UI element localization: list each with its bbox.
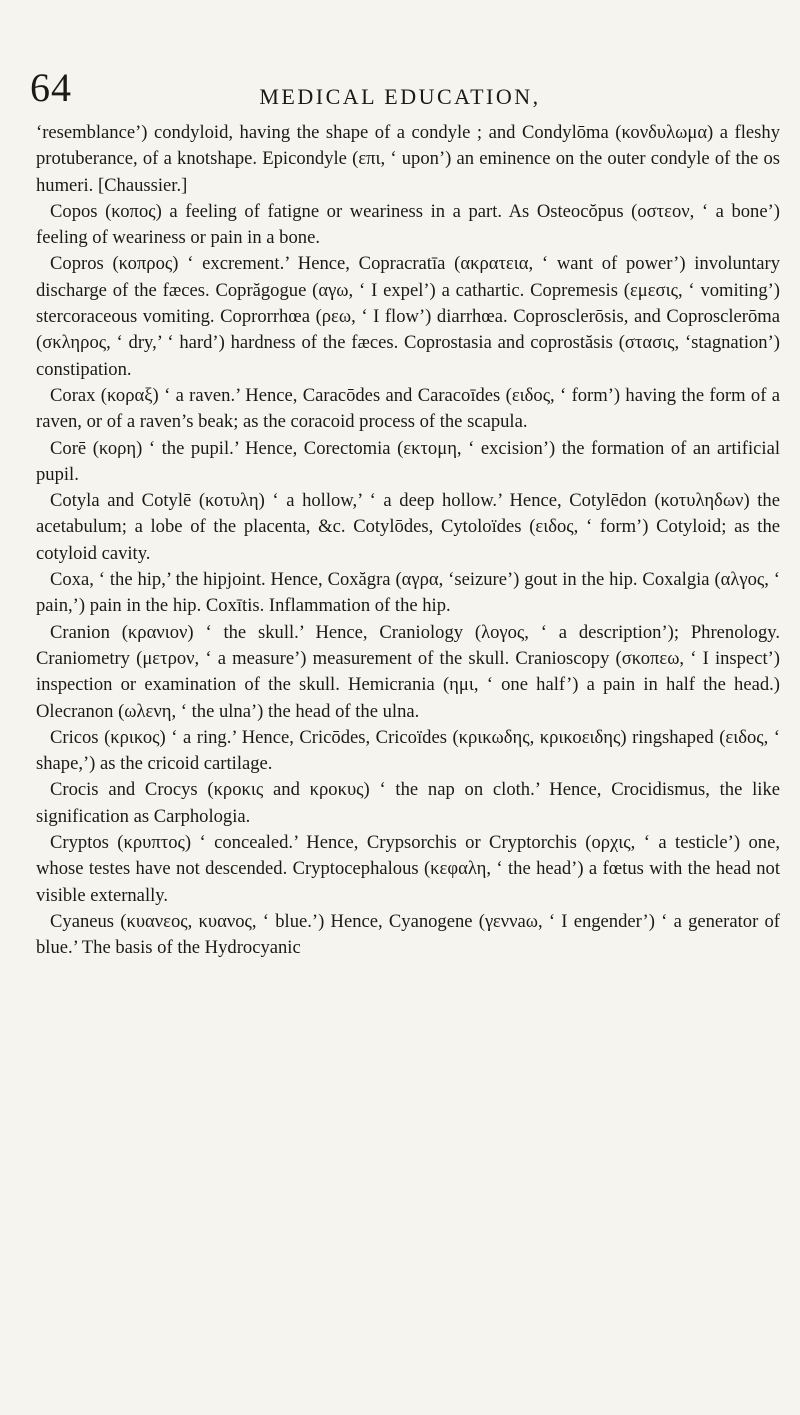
entry-copos: Copos (κοπος) a feeling of fatigne or weariness in a part. As Osteocŏpus (οστεον, ‘ a bone’) feeling of weariness or pain in a bone. <box>36 200 780 249</box>
entry-condylus-continued: ‘resemblance’) condyloid, having the shape of a condyle ; and Condylōma (κονδυλωμα) a fleshy protuberance, of a knotshape. Epicondyle (επι, ‘ upon’) an eminence on the outer condyle of the os humeri. [Chaussier.] <box>36 122 780 196</box>
entry-cricos: Cricos (κρικος) ‘ a ring.’ Hence, Cricōdes, Cricoïdes (κρικωδης, κρικοειδης) ringshaped (ειδος, ‘ shape,’) as the cricoid cartilage. <box>36 726 780 775</box>
entry-crocis: Crocis and Crocys (κροκις and κροκυς) ‘ the nap on cloth.’ Hence, Crocidismus, the like signification as Carphologia. <box>36 779 780 827</box>
entry-cranion: Cranion (κρανιον) ‘ the skull.’ Hence, Craniology (λογος, ‘ a description’); Phrenology. Craniometry (μετρον, ‘ a measure’) measurement of the skull. Cranioscopy (σκοπεω, ‘ I inspect’) inspection or examination of the skull. Hemicrania (ημι, ‘ one half’) a pain in half the head.) Olecranon (ωλενη, ‘ the ulna’) the head of the ulna. <box>36 621 780 722</box>
running-header: MEDICAL EDUCATION, <box>259 84 541 109</box>
entry-cotyla: Cotyla and Cotylē (κοτυλη) ‘ a hollow,’ ‘ a deep hollow.’ Hence, Cotylēdon (κοτυληδων) the acetabulum; a lobe of the placenta, &c. Cotylōdes, Cytoloïdes (ειδος, ‘ form’) Cotyloid; as the cotyloid cavity. <box>36 490 780 564</box>
entry-cryptos: Cryptos (κρυπτος) ‘ concealed.’ Hence, Crypsorchis or Cryptorchis (ορχις, ‘ a testicle’) one, whose testes have not descended. Cryptocephalous (κεφαλη, ‘ the head’) a fœtus with the head not visible externally. <box>36 832 780 906</box>
entry-coxa: Coxa, ‘ the hip,’ the hipjoint. Hence, Coxăgra (αγρα, ‘seizure’) gout in the hip. Coxalgia (αλγος, ‘ pain,’) pain in the hip. Coxītis. Inflammation of the hip. <box>36 569 780 617</box>
entry-cyaneus: Cyaneus (κυανεος, κυανος, ‘ blue.’) Hence, Cyanogene (γεννaω, ‘ I engender’) ‘ a generator of blue.’ The basis of the Hydrocyanic <box>36 910 780 959</box>
page-body <box>36 120 780 962</box>
entry-corax: Corax (κοραξ) ‘ a raven.’ Hence, Caracōdes and Caracoīdes (ειδος, ‘ form’) having the form of a raven, or of a raven’s beak; as the coracoid process of the scapula. <box>36 384 780 433</box>
page-number: 64 <box>30 65 72 110</box>
entry-core: Corē (κορη) ‘ the pupil.’ Hence, Corectomia (εκτομη, ‘ excision’) the formation of an artificial pupil. <box>36 437 780 485</box>
entry-copros: Copros (κοπρος) ‘ excrement.’ Hence, Copracratīa (ακρατεια, ‘ want of power’) involuntary discharge of the fæces. Coprăgogue (αγω, ‘ I expel’) a cathartic. Copremesis (εμεσις, ‘ vomiting’) stercoraceous vomiting. Coprorrhœa (ρεω, ‘ I flow’) diarrhœa. Coprosclerōsis, and Coprosclerōma (σκληρος, ‘ dry,’ ‘ hard’) hardness of the fæces. Coprostasia and coprostăsis (στασις, ‘stagnation’) constipation. <box>36 253 780 380</box>
